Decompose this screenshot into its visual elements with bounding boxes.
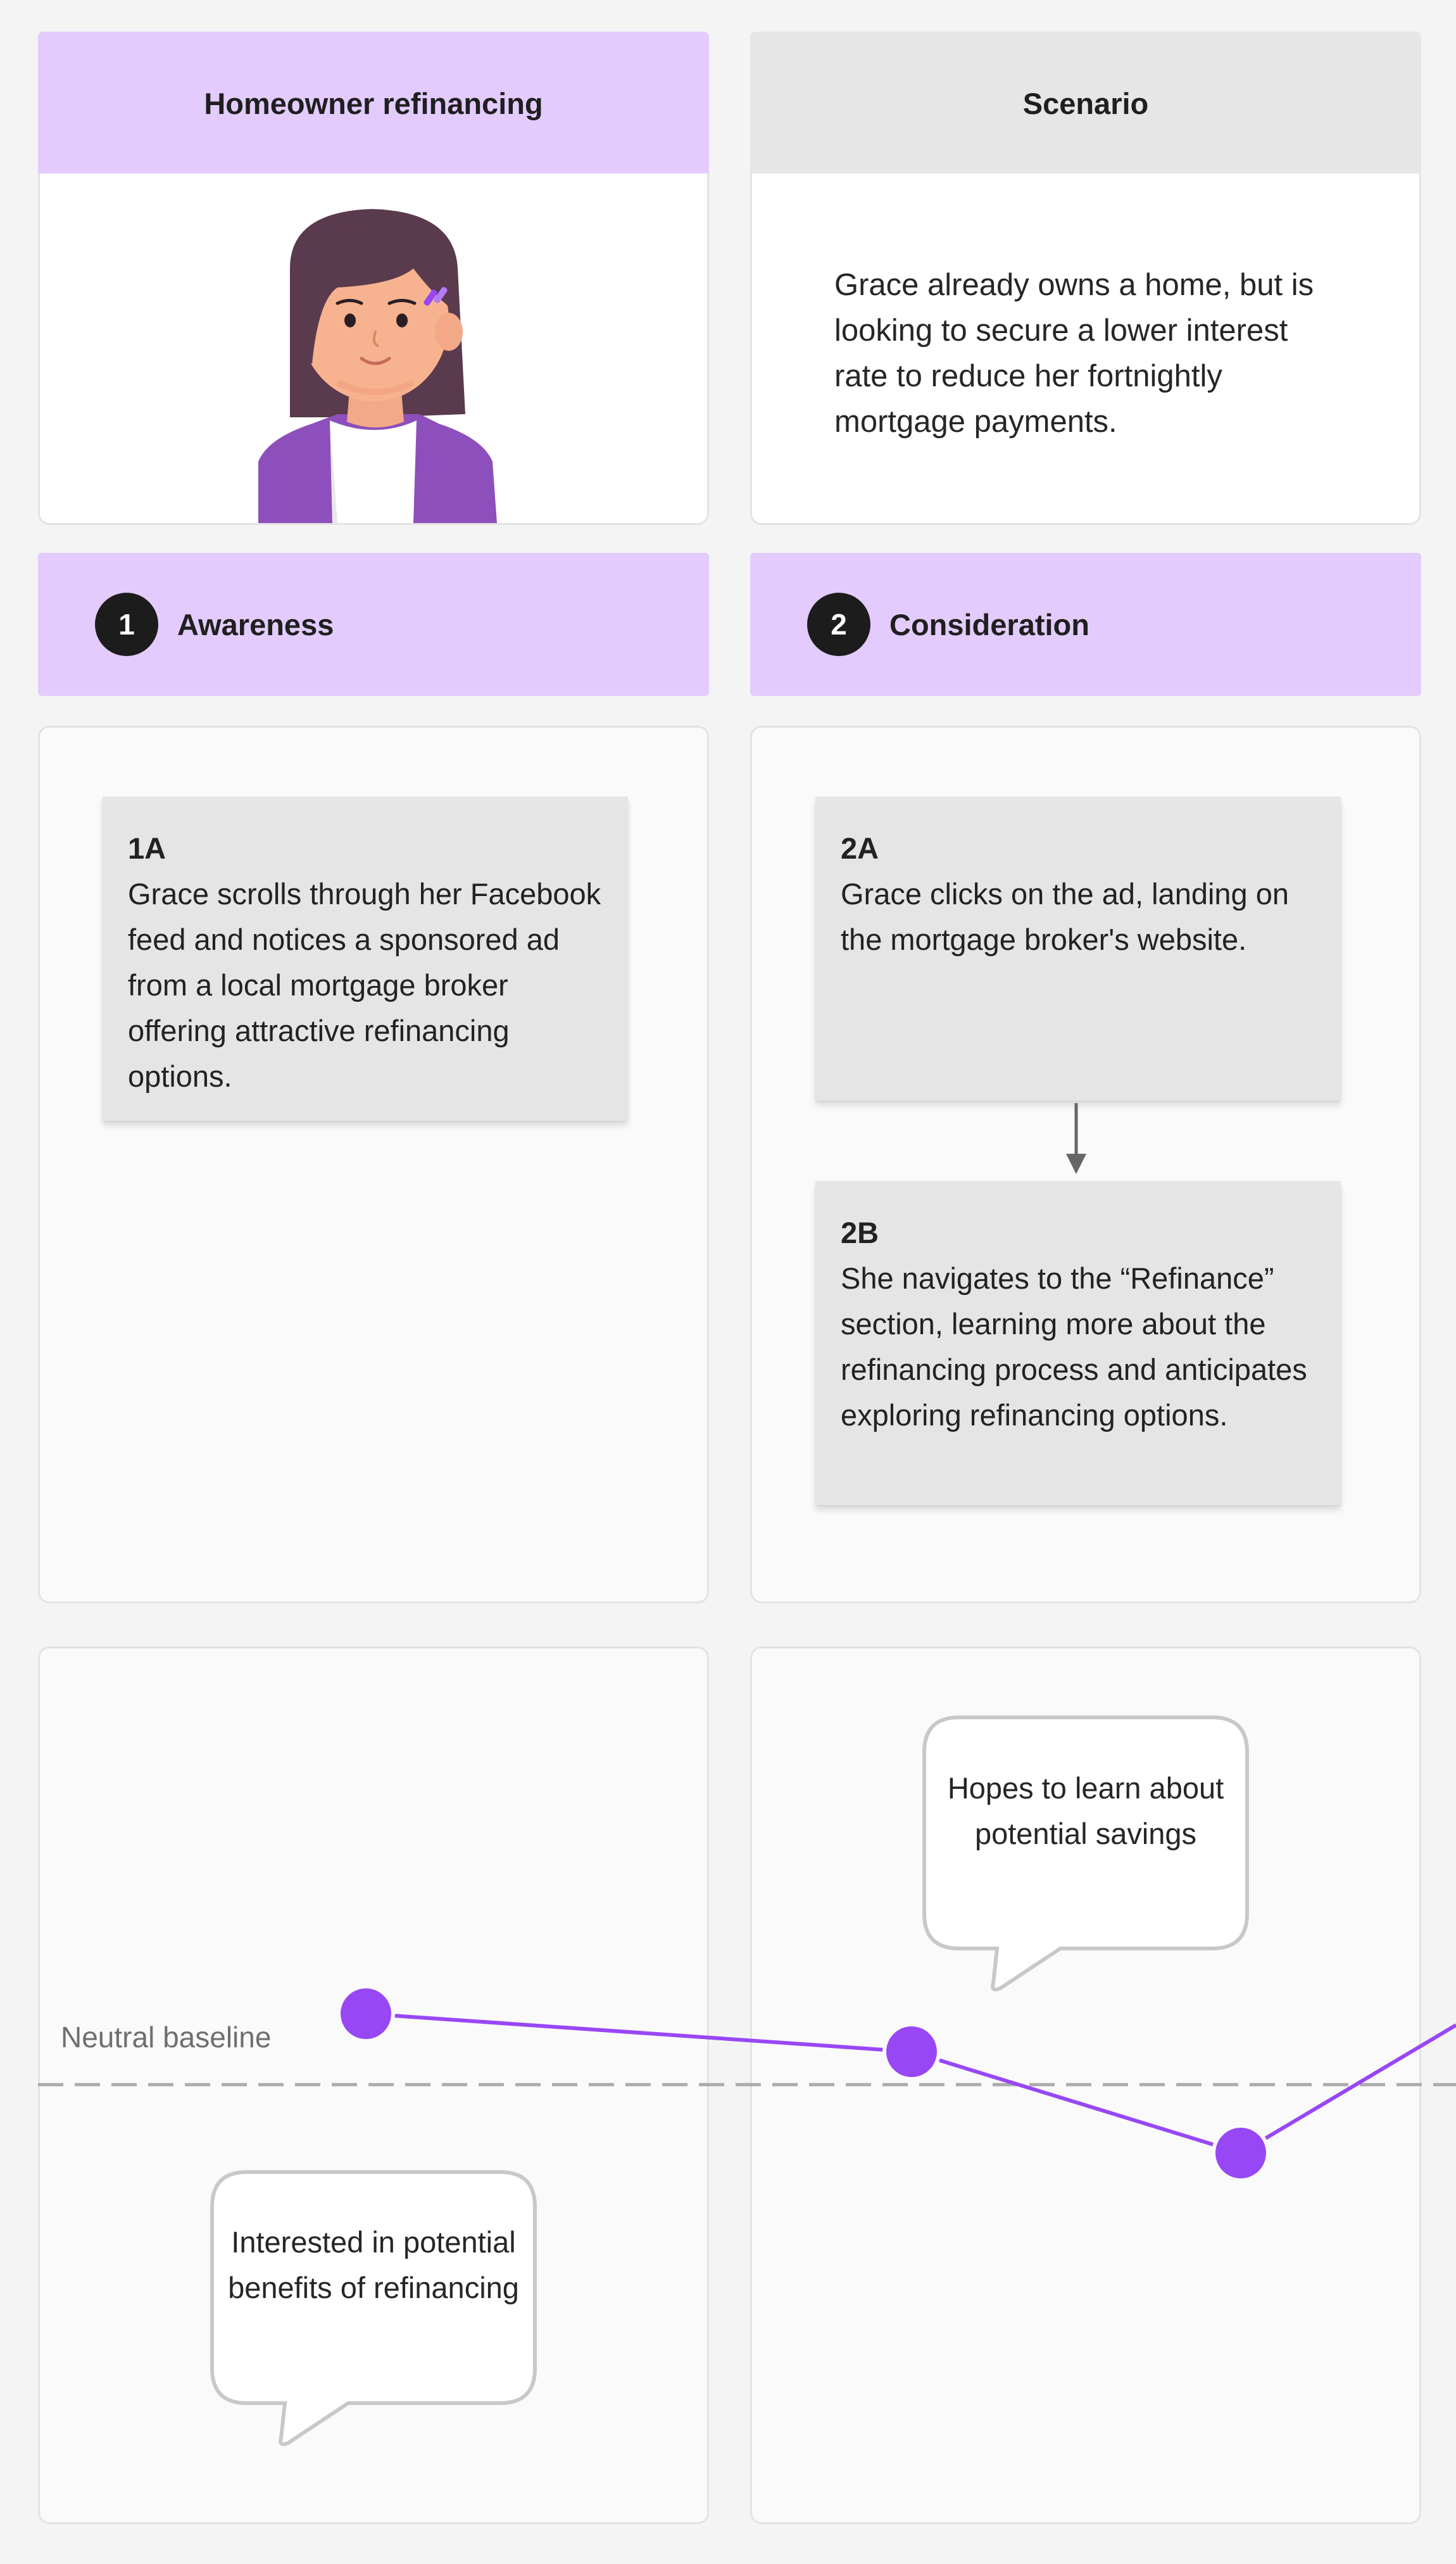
step-code: 2B <box>841 1216 879 1249</box>
emotion-point <box>886 2026 937 2077</box>
emotion-point <box>341 1988 391 2039</box>
stage-header-consideration <box>750 553 1421 696</box>
step-code: 2A <box>841 831 879 865</box>
stage-header-awareness <box>38 553 709 696</box>
scenario-text: Grace already owns a home, but is looking to secure a lower interest rate to reduce her fortnightly mortgage payments. <box>834 268 1314 439</box>
scenario-panel <box>750 174 1421 525</box>
step-card <box>815 1181 1341 1505</box>
bubble-text: Interested in potential benefits of refinancing <box>228 2225 519 2304</box>
stage-label: Consideration <box>889 607 1089 641</box>
step-text: Grace clicks on the ad, landing on the mortgage broker's website. <box>841 877 1290 956</box>
bubble-text: Hopes to learn about potential savings <box>947 1771 1224 1850</box>
flow-arrow <box>1064 1103 1089 1176</box>
persona-title: Homeowner refinancing <box>38 32 709 175</box>
step-card <box>815 797 1341 1101</box>
step-card <box>103 797 628 1121</box>
step-code: 1A <box>128 831 166 865</box>
step-text: Grace scrolls through her Facebook feed and notices a sponsored ad from a local mortgage broker offering attractive refinancing options. <box>128 877 601 1093</box>
avatar <box>40 174 707 523</box>
persona-avatar-panel <box>38 174 709 525</box>
baseline-label: Neutral baseline <box>61 2021 272 2054</box>
step-text: She navigates to the “Refinance” section, learning more about the refinancing process and anticipates exploring refinancing options. <box>841 1261 1307 1432</box>
stage-label: Awareness <box>177 607 334 641</box>
emotion-point <box>1215 2128 1266 2178</box>
stage-number-badge: 2 <box>807 593 870 656</box>
scenario-title: Scenario <box>750 32 1421 175</box>
stage-number-badge: 1 <box>95 593 158 656</box>
